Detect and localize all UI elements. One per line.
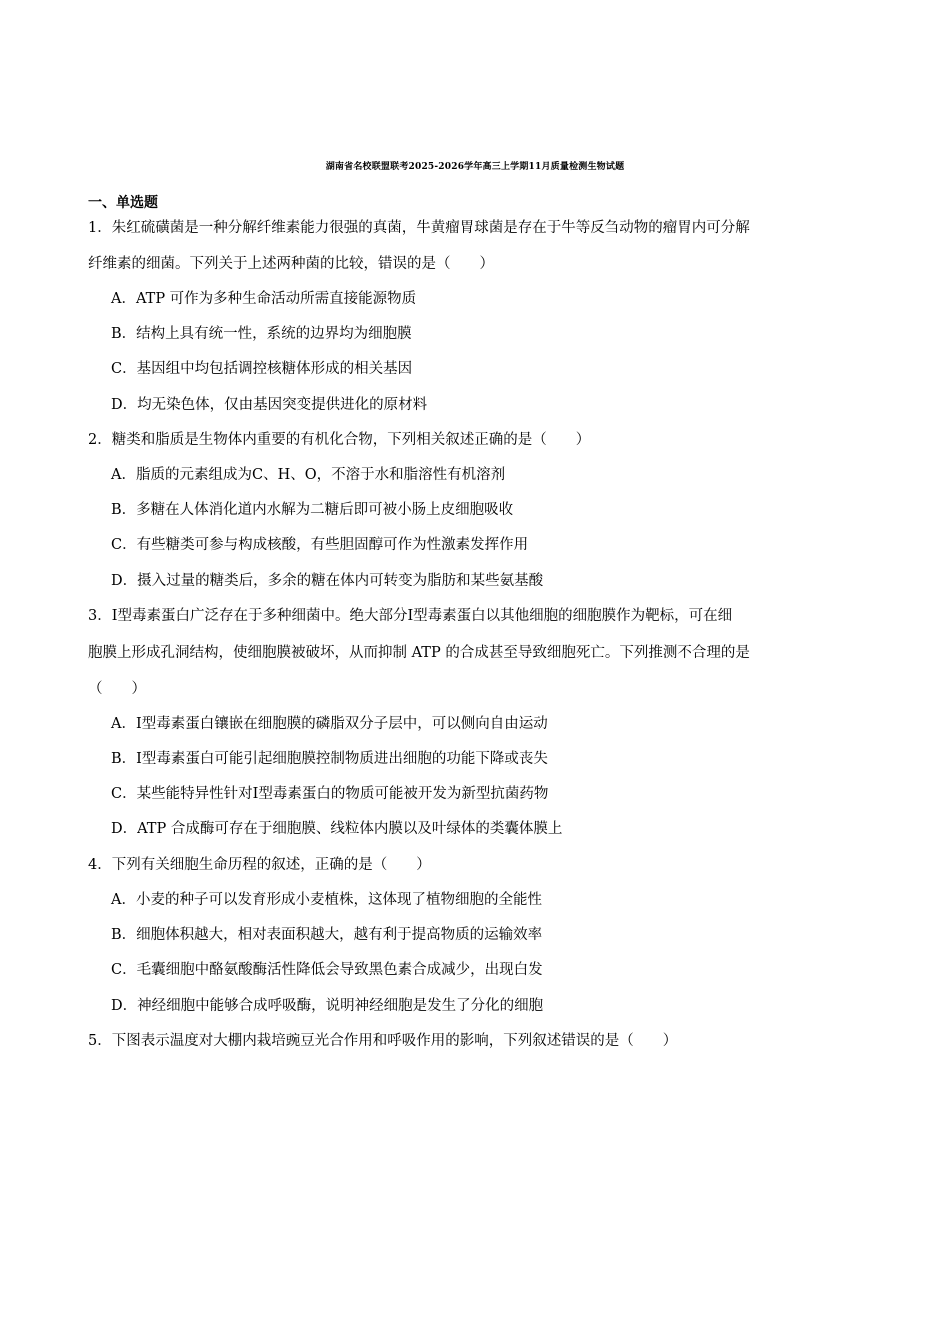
question-5-stem-line-1: 5．下图表示温度对大棚内栽培豌豆光合作用和呼吸作用的影响，下列叙述错误的是（ ） [88, 1033, 678, 1049]
question-2-option-b: B．多糖在人体消化道内水解为二糖后即可被小肠上皮细胞吸收 [111, 502, 514, 518]
question-4-option-c: C．毛囊细胞中酪氨酸酶活性降低会导致黑色素合成减少，出现白发 [111, 962, 543, 978]
question-3-stem-line-1: 3．Ⅰ型毒素蛋白广泛存在于多种细菌中。绝大部分Ⅰ型毒素蛋白以其他细胞的细胞膜作为靶标，可在细 [88, 608, 733, 624]
question-3-stem-line-2: 胞膜上形成孔洞结构，使细胞膜被破坏，从而抑制 ATP 的合成甚至导致细胞死亡。下列推测不合理的是 [88, 645, 750, 661]
question-3-option-c: C．某些能特异性针对Ⅰ型毒素蛋白的物质可能被开发为新型抗菌药物 [111, 786, 549, 802]
question-3-option-a: A．Ⅰ型毒素蛋白镶嵌在细胞膜的磷脂双分子层中，可以侧向自由运动 [111, 716, 548, 732]
question-4-stem-line-1: 4．下列有关细胞生命历程的叙述，正确的是（ ） [88, 857, 431, 873]
question-1-stem-line-2: 纤维素的细菌。下列关于上述两种菌的比较，错误的是（ ） [88, 256, 494, 272]
question-2-stem-line-1: 2．糖类和脂质是生物体内重要的有机化合物，下列相关叙述正确的是（ ） [88, 432, 591, 448]
question-1-option-d: D．均无染色体，仅由基因突变提供进化的原材料 [111, 397, 428, 413]
question-2-option-c: C．有些糖类可参与构成核酸，有些胆固醇可作为性激素发挥作用 [111, 537, 529, 553]
question-1-stem-line-1: 1．朱红硫磺菌是一种分解纤维素能力很强的真菌，牛黄瘤胃球菌是存在于牛等反刍动物的瘤胃内可分解 [88, 220, 750, 236]
question-4-option-b: B．细胞体积越大，相对表面积越大，越有利于提高物质的运输效率 [111, 927, 543, 943]
question-4-option-a: A．小麦的种子可以发育形成小麦植株，这体现了植物细胞的全能性 [111, 892, 542, 908]
question-1-option-a: A．ATP 可作为多种生命活动所需直接能源物质 [111, 291, 417, 307]
question-3-stem-line-3: （ ） [88, 681, 146, 697]
question-2-option-d: D．摄入过量的糖类后，多余的糖在体内可转变为脂肪和某些氨基酸 [111, 573, 544, 589]
question-1-option-b: B．结构上具有统一性，系统的边界均为细胞膜 [111, 326, 412, 342]
question-3-option-b: B．Ⅰ型毒素蛋白可能引起细胞膜控制物质进出细胞的功能下降或丧失 [111, 751, 548, 767]
page-title: 湖南省名校联盟联考2025-2026学年高三上学期11月质量检测生物试题 [325, 162, 625, 172]
question-3-option-d: D．ATP 合成酶可存在于细胞膜、线粒体内膜以及叶绿体的类囊体膜上 [111, 821, 563, 837]
section-heading: 一、单选题 [88, 195, 158, 211]
question-2-option-a: A．脂质的元素组成为C、H、O，不溶于水和脂溶性有机溶剂 [111, 467, 506, 483]
question-4-option-d: D．神经细胞中能够合成呼吸酶，说明神经细胞是发生了分化的细胞 [111, 998, 544, 1014]
question-1-option-c: C．基因组中均包括调控核糖体形成的相关基因 [111, 361, 413, 377]
